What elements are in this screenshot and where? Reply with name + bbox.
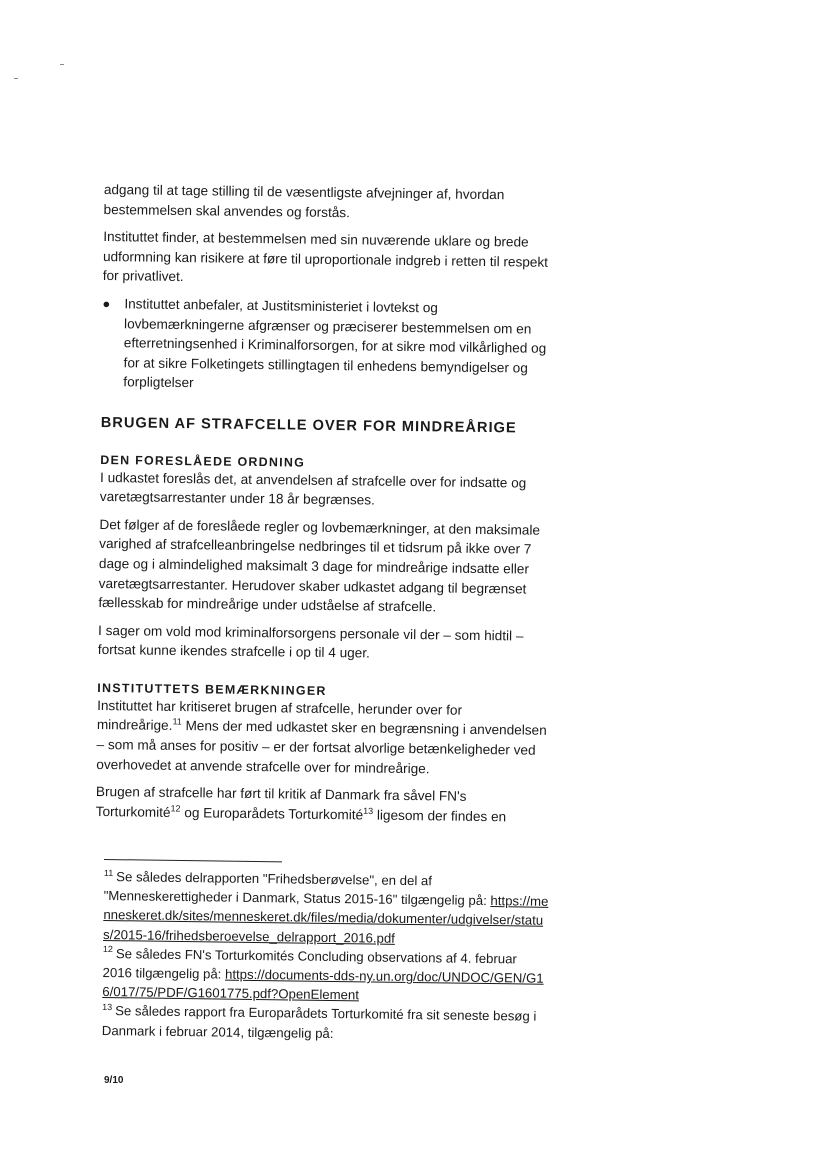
proposal-paragraph-1: I udkastet foreslås det, at anvendelsen af strafcelle over for indsatte og varetægtsarrestanter under 18 år begrænses. [99, 469, 527, 508]
proposal-paragraph-3: I sager om vold mod kriminalforsorgens personale vil der – som hidtil – fortsat kunne ikendes strafcelle i op til 4 uger. [97, 622, 524, 661]
subsection-title-remarks: INSTITUTTETS BEMÆRKNINGER [97, 680, 327, 698]
page-number: 9/10 [104, 1075, 124, 1086]
footnote-12: $^{12}$ Se således FN's Torturkomités Concluding observations af 4. februar 2016 tilgængelig på: https://documents-dds-ny.un.org/doc/UNDOC/GEN/G16/017/75/PDF/G1601775.pdf?OpenElement [102, 944, 544, 1003]
subsection-title-proposal: DEN FORESLÅEDE ORDNING [100, 452, 306, 470]
footnote-13: $^{13}$ Se således rapport fra Europarådets Torturkomité fra sit seneste besøg i Danmark i februar 2014, tilgængelig på: [101, 1002, 537, 1041]
remarks-paragraph-2: Brugen af strafcelle har ført til kritik af Danmark fra såvel FN's Torturkomité$^{12}$ og Europarådets Torturkomité$^{13}$ ligesom der findes en [95, 784, 507, 825]
recommendation-text: Instituttet anbefaler, at Justitsministeriet i lovtekst og lovbemærkningerne afgrænser og præciserer bestemmelsen om en efterretningsenhed i Kriminalforsorgen, for at sikre mod vilkårlighed og for at sikre Folketingets stillingtagen til enhedens bemyndigelser og forpligtelser [123, 296, 547, 391]
main-text [95, 180, 553, 835]
footnotes [102, 867, 550, 1046]
findings-paragraph: Instituttet finder, at bestemmelsen med sin nuværende uklare og brede udformning kan risikere at føre til uproportionale indgreb i retten til respekt for privatlivet. [102, 229, 549, 285]
footnote-11-link[interactable]: https://menneskeret.dk/sites/menneskeret.dk/files/media/dokumenter/udgivelser/status/2015-16/frihedsberoevelse_delrapport_2016.pdf [103, 893, 549, 946]
proposal-paragraph-2: Det følger af de foreslåede regler og lovbemærkninger, at den maksimale varighed af strafcelleanbringelse nedbringes til et tidsrum på ikke over 7 dage og i almindelighed maksimalt 3 dage for mindreårige indsatte eller varetægtsarrestanter. Herudover skaber udkastet adgang til begrænset fællesskab for mindreårige under udståelse af strafcelle. [98, 516, 541, 615]
footnote-ref-12[interactable]: 12 [170, 803, 181, 814]
remarks-paragraph-1: Instituttet har kritiseret brugen af strafcelle, herunder over for mindreårige.$^{11}$ Mens der med udkastet sker en begrænsning i anvendelsen – som må anses for positiv – er der fortsat alvorlige betænkeligheder ved overhovedet at anvende strafcelle over for mindreårige. [96, 697, 547, 776]
section-title: BRUGEN AF STRAFCELLE OVER FOR MINDREÅRIGE [100, 414, 517, 437]
footnote-separator [104, 859, 282, 862]
intro-paragraph: adgang til at tage stilling til de væsentligste afvejninger af, hvordan bestemmelsen skal anvendes og forstås. [103, 181, 505, 220]
bullet-icon: ● [102, 295, 111, 312]
footnote-ref-13[interactable]: 13 [363, 805, 374, 816]
recommendation-bullet [101, 294, 552, 398]
footnote-ref-11[interactable]: 11 [172, 716, 182, 728]
footnote-12-link[interactable]: https://documents-dds-ny.un.org/doc/UNDOC/GEN/G16/017/75/PDF/G1601775.pdf?OpenElement [102, 966, 544, 1003]
footnote-11: $^{11}$ Se således delrapporten "Frihedsberøvelse", en del af "Menneskerettigheder i Danmark, Status 2015-16" tilgængelig på: https://menneskeret.dk/sites/menneskeret.dk/files/media/dokumenter/udgivelser/status/2015-16/frihedsberoevelse_delrapport_2016.pdf [103, 867, 549, 946]
